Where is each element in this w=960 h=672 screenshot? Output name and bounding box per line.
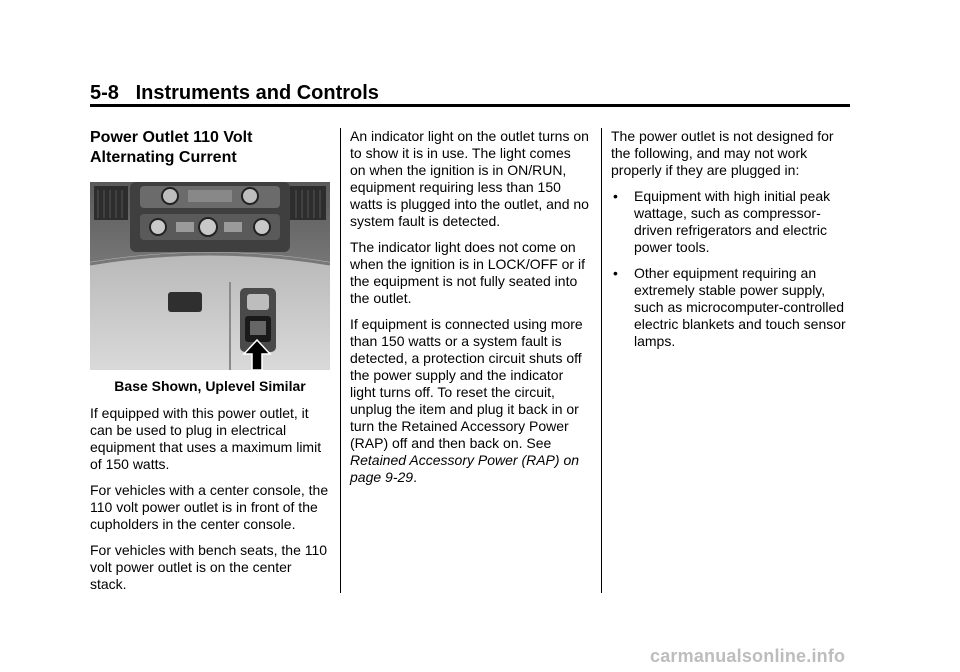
list-item — [611, 188, 851, 256]
power-outlet-photo — [90, 182, 330, 370]
list-item-text: Equipment with high initial peak wattage, such as compressor-driven refrigerators and electric power tools. — [634, 188, 831, 255]
page-header — [90, 80, 850, 106]
cross-reference-link[interactable]: Retained Accessory Power (RAP) on page 9-29 — [350, 452, 580, 485]
bullet-icon: • — [613, 265, 618, 281]
intro-paragraph: The power outlet is not designed for the following, and may not work properly if they are plugged in: — [611, 128, 834, 178]
column-divider-1 — [340, 128, 341, 593]
paragraph: For vehicles with bench seats, the 110 volt power outlet is on the center stack. — [90, 542, 328, 592]
figure-caption: Base Shown, Uplevel Similar — [114, 378, 306, 394]
paragraph: The indicator light does not come on when the ignition is in LOCK/OFF or if the equipment is not fully seated into the outlet. — [350, 239, 585, 306]
section-title-line-1: Power Outlet 110 Volt — [90, 129, 253, 146]
paragraph — [350, 316, 590, 486]
paragraph: If equipped with this power outlet, it can be used to plug in electrical equipment that uses a maximum limit of 150 watts. — [90, 405, 322, 472]
column-3 — [611, 128, 851, 359]
page-number: 5-8 — [90, 82, 119, 104]
section-title-line-2: Alternating Current — [90, 149, 237, 166]
paragraph: An indicator light on the outlet turns on to show it is in use. The light comes on when the ignition is in ON/RUN, equipment requiring less than 150 watts is plugged into the outlet, and no system fault is detected. — [350, 128, 589, 229]
bullet-list — [611, 188, 851, 350]
header-rule — [90, 104, 850, 107]
console-illustration — [90, 182, 330, 370]
paragraph-text: If equipment is connected using more than 150 watts or a system fault is detected, a protection circuit shuts off the power supply and the indicator light turns off. To reset the circuit, unplug the item and plug it back in or turn the Retained Accessory Power (RAP) off and then back on. See — [350, 316, 583, 451]
list-item — [611, 265, 851, 350]
bullet-icon: • — [613, 188, 618, 204]
watermark: carmanualsonline.info — [650, 646, 846, 666]
chapter-title: Instruments and Controls — [135, 82, 379, 104]
paragraph: For vehicles with a center console, the 110 volt power outlet is in front of the cupholders in the center console. — [90, 482, 329, 532]
column-1 — [90, 128, 330, 602]
column-divider-2 — [601, 128, 602, 593]
paragraph-end: . — [413, 469, 417, 485]
list-item-text: Other equipment requiring an extremely stable power supply, such as microcomputer-controlled electric blankets and touch sensor lamps. — [634, 265, 846, 349]
column-2 — [350, 128, 590, 495]
section-title — [90, 128, 330, 168]
